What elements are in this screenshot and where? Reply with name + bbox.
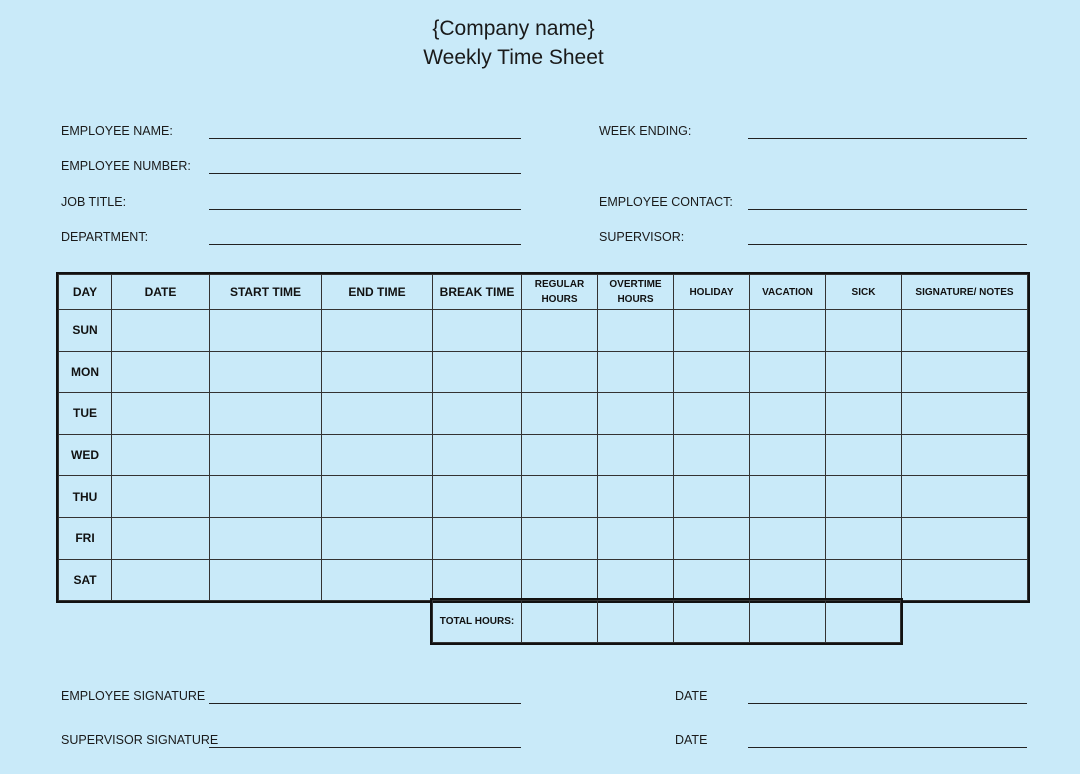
employee-contact-field[interactable] [748,209,1027,210]
overtime-hours-cell[interactable] [598,476,674,518]
holiday-cell[interactable] [674,310,750,352]
start-time-cell[interactable] [210,393,322,435]
table-row [59,310,1028,352]
table-row [59,476,1028,518]
date-cell[interactable] [112,393,210,435]
break-time-cell[interactable] [433,351,522,393]
date-cell[interactable] [112,310,210,352]
end-time-cell[interactable] [322,517,433,559]
employee-name-label: EMPLOYEE NAME: [61,124,173,138]
regular-hours-cell[interactable] [522,559,598,601]
header-end-time: END TIME [322,275,433,310]
break-time-cell[interactable] [433,310,522,352]
overtime-hours-cell[interactable] [598,517,674,559]
day-cell: TUE [59,393,112,435]
start-time-cell[interactable] [210,559,322,601]
department-field[interactable] [209,244,521,245]
regular-hours-cell[interactable] [522,310,598,352]
sick-cell[interactable] [826,476,902,518]
break-time-cell[interactable] [433,434,522,476]
employee-signature-label: EMPLOYEE SIGNATURE [61,689,206,703]
header-vacation: VACATION [750,275,826,310]
signature-notes-cell[interactable] [902,559,1028,601]
employee-signature-date-label: DATE [675,689,708,703]
header-start-time: START TIME [210,275,322,310]
total-hours-label: TOTAL HOURS: [433,601,522,643]
header-sick: SICK [826,275,902,310]
signature-notes-cell[interactable] [902,476,1028,518]
date-cell[interactable] [112,476,210,518]
job-title-field[interactable] [209,209,521,210]
overtime-hours-cell[interactable] [598,559,674,601]
employee-signature-field[interactable] [209,703,521,704]
day-cell: FRI [59,517,112,559]
regular-hours-cell[interactable] [522,517,598,559]
regular-hours-cell[interactable] [522,476,598,518]
sick-cell[interactable] [826,434,902,476]
header-date: DATE [112,275,210,310]
sick-cell[interactable] [826,559,902,601]
overtime-hours-cell[interactable] [598,434,674,476]
regular-hours-cell[interactable] [522,434,598,476]
holiday-cell[interactable] [674,351,750,393]
sick-cell[interactable] [826,310,902,352]
employee-number-field[interactable] [209,173,521,174]
date-cell[interactable] [112,434,210,476]
vacation-cell[interactable] [750,393,826,435]
end-time-cell[interactable] [322,351,433,393]
date-cell[interactable] [112,351,210,393]
end-time-cell[interactable] [322,434,433,476]
supervisor-signature-date-label: DATE [675,733,708,747]
overtime-hours-cell[interactable] [598,393,674,435]
day-cell: WED [59,434,112,476]
total-holiday-cell[interactable] [674,601,750,643]
end-time-cell[interactable] [322,310,433,352]
start-time-cell[interactable] [210,517,322,559]
start-time-cell[interactable] [210,434,322,476]
supervisor-field[interactable] [748,244,1027,245]
totals-row [433,601,901,643]
sick-cell[interactable] [826,393,902,435]
table-row [59,393,1028,435]
week-ending-label: WEEK ENDING: [599,124,692,138]
employee-signature-date-field[interactable] [748,703,1027,704]
total-sick-cell[interactable] [826,601,901,643]
employee-contact-label: EMPLOYEE CONTACT: [599,195,733,209]
vacation-cell[interactable] [750,476,826,518]
table-row [59,517,1028,559]
break-time-cell[interactable] [433,393,522,435]
header-day: DAY [59,275,112,310]
supervisor-signature-date-field[interactable] [748,747,1027,748]
supervisor-signature-field[interactable] [209,747,521,748]
total-vacation-cell[interactable] [750,601,826,643]
header-signature-notes: SIGNATURE/ NOTES [902,275,1028,310]
date-cell[interactable] [112,559,210,601]
day-cell: THU [59,476,112,518]
regular-hours-cell[interactable] [522,393,598,435]
vacation-cell[interactable] [750,559,826,601]
table-row [59,434,1028,476]
sick-cell[interactable] [826,517,902,559]
day-cell: MON [59,351,112,393]
header-break-time: BREAK TIME [433,275,522,310]
regular-hours-cell[interactable] [522,351,598,393]
overtime-hours-cell[interactable] [598,310,674,352]
overtime-hours-cell[interactable] [598,351,674,393]
header-overtime-hours: OVERTIME HOURS [598,275,674,310]
timesheet-table [58,274,1028,601]
supervisor-label: SUPERVISOR: [599,230,685,244]
table-header-row [59,275,1028,310]
day-cell: SUN [59,310,112,352]
header-regular-hours: REGULAR HOURS [522,275,598,310]
total-regular-hours-cell[interactable] [522,601,598,643]
signature-notes-cell[interactable] [902,393,1028,435]
signature-notes-cell[interactable] [902,310,1028,352]
company-name: {Company name} [432,17,595,40]
vacation-cell[interactable] [750,310,826,352]
vacation-cell[interactable] [750,351,826,393]
start-time-cell[interactable] [210,310,322,352]
table-row [59,559,1028,601]
end-time-cell[interactable] [322,393,433,435]
signature-notes-cell[interactable] [902,434,1028,476]
holiday-cell[interactable] [674,517,750,559]
holiday-cell[interactable] [674,476,750,518]
employee-name-field[interactable] [209,138,521,139]
week-ending-field[interactable] [748,138,1027,139]
break-time-cell[interactable] [433,476,522,518]
date-cell[interactable] [112,517,210,559]
holiday-cell[interactable] [674,559,750,601]
signature-notes-cell[interactable] [902,517,1028,559]
start-time-cell[interactable] [210,476,322,518]
sick-cell[interactable] [826,351,902,393]
department-label: DEPARTMENT: [61,230,149,244]
vacation-cell[interactable] [750,517,826,559]
totals-table [432,600,901,643]
break-time-cell[interactable] [433,559,522,601]
day-cell: SAT [59,559,112,601]
holiday-cell[interactable] [674,434,750,476]
table-row [59,351,1028,393]
signature-notes-cell[interactable] [902,351,1028,393]
header-holiday: HOLIDAY [674,275,750,310]
supervisor-signature-label: SUPERVISOR SIGNATURE [61,733,219,747]
job-title-label: JOB TITLE: [61,195,127,209]
end-time-cell[interactable] [322,559,433,601]
holiday-cell[interactable] [674,393,750,435]
employee-number-label: EMPLOYEE NUMBER: [61,159,191,173]
total-overtime-hours-cell[interactable] [598,601,674,643]
vacation-cell[interactable] [750,434,826,476]
sheet-title: Weekly Time Sheet [423,46,604,69]
start-time-cell[interactable] [210,351,322,393]
end-time-cell[interactable] [322,476,433,518]
break-time-cell[interactable] [433,517,522,559]
